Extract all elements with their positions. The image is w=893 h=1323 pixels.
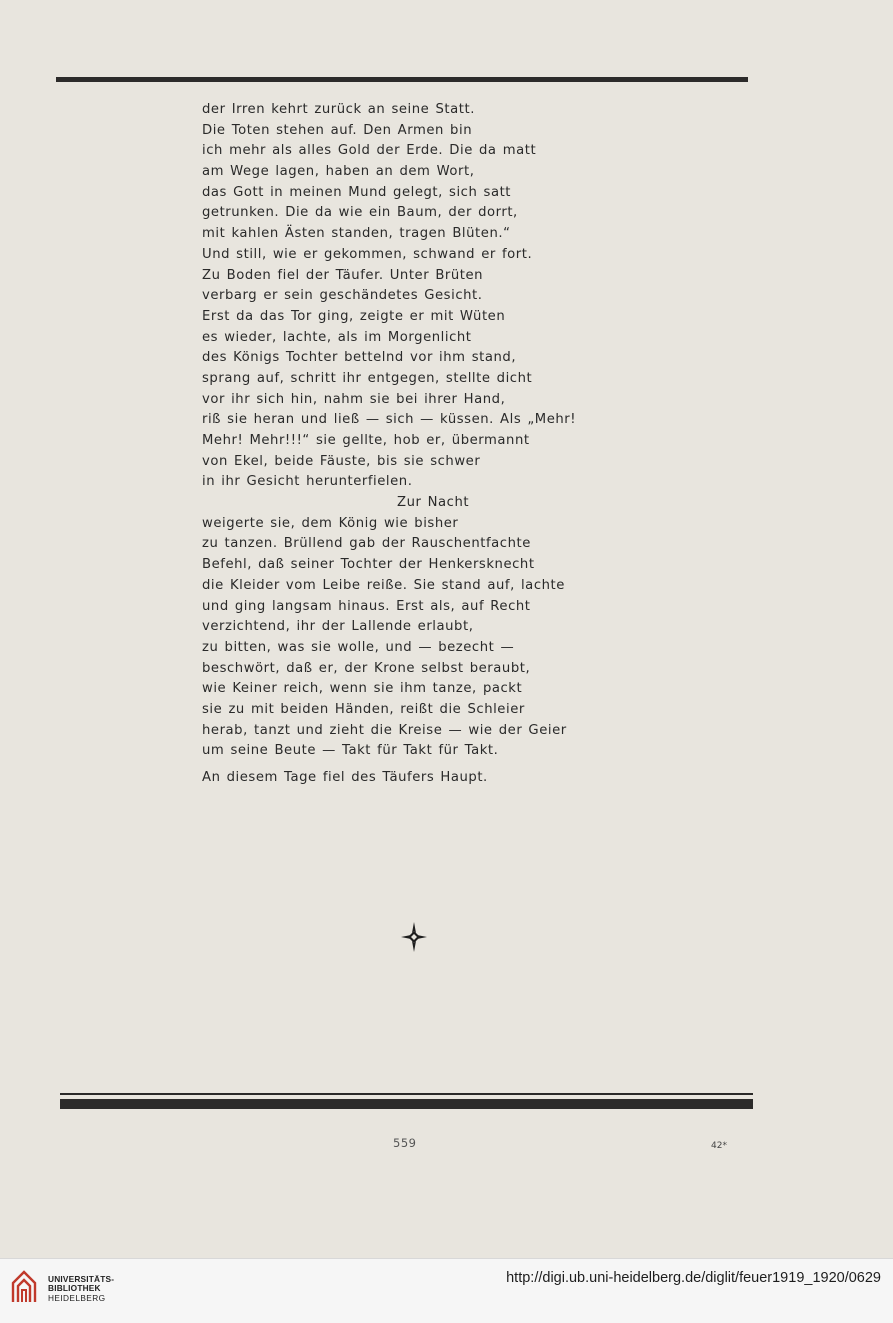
library-name-line: UNIVERSITÄTS- [48, 1274, 115, 1284]
poem-line: um seine Beute — Takt für Takt für Takt. [202, 743, 499, 759]
poem-line: riß sie heran und ließ — sich — küssen. Als „Mehr! [202, 412, 577, 428]
poem-line: weigerte sie, dem König wie bisher [202, 515, 459, 531]
top-rule [56, 77, 748, 82]
poem-line: sprang auf, schritt ihr entgegen, stellte dicht [202, 370, 533, 386]
poem-line: verbarg er sein geschändetes Gesicht. [202, 288, 483, 304]
poem-line: Die Toten stehen auf. Den Armen bin [202, 122, 473, 138]
sheet-signature: 42* [711, 1141, 727, 1151]
poem-text [202, 100, 632, 789]
library-name-line: HEIDELBERG [48, 1292, 106, 1303]
poem-line: wie Keiner reich, wenn sie ihm tanze, packt [202, 681, 523, 697]
poem-line: Befehl, daß seiner Tochter der Henkersknecht [202, 557, 535, 573]
poem-line: Erst da das Tor ging, zeigte er mit Wüten [202, 308, 506, 324]
poem-line: verzichtend, ihr der Lallende erlaubt, [202, 619, 474, 635]
poem-line: mit kahlen Ästen standen, tragen Blüten.“ [202, 226, 511, 242]
poem-line-indented: Zur Nacht [397, 495, 470, 511]
poem-line: zu bitten, was sie wolle, und — bezecht — [202, 639, 515, 655]
poem-line: das Gott in meinen Mund gelegt, sich satt [202, 184, 512, 200]
poem-line: der Irren kehrt zurück an seine Statt. [202, 102, 475, 117]
page-number: 559 [393, 1136, 417, 1150]
bottom-rule-thick [60, 1099, 753, 1109]
library-name-line: BIBLIOTHEK [48, 1283, 101, 1294]
poem-line: getrunken. Die da wie ein Baum, der dorrt, [202, 205, 518, 221]
poem-line: es wieder, lachte, als im Morgenlicht [202, 329, 472, 345]
poem-line: von Ekel, beide Fäuste, bis sie schwer [202, 453, 481, 469]
poem-line: und ging langsam hinaus. Erst als, auf Recht [202, 598, 531, 614]
library-logo-icon[interactable] [10, 1269, 38, 1305]
poem-line: vor ihr sich hin, nahm sie bei ihrer Hand, [202, 391, 506, 407]
poem-line: sie zu mit beiden Händen, reißt die Schleier [202, 701, 525, 717]
poem-line: beschwört, daß er, der Krone selbst beraubt, [202, 660, 531, 676]
fleuron-ornament-icon [399, 920, 429, 954]
poem-line: in ihr Gesicht herunterfielen. [202, 474, 413, 490]
poem-line: zu tanzen. Brüllend gab der Rauschentfachte [202, 536, 531, 552]
poem-line: herab, tanzt und zieht die Kreise — wie der Geier [202, 722, 567, 738]
poem-line: ich mehr als alles Gold der Erde. Die da matt [202, 143, 537, 159]
poem-line: des Königs Tochter bettelnd vor ihm stand, [202, 350, 517, 366]
poem-line: Zu Boden fiel der Täufer. Unter Brüten [202, 267, 484, 283]
viewer-footer [0, 1258, 893, 1323]
poem-line: am Wege lagen, haben an dem Wort, [202, 164, 475, 180]
poem-line: die Kleider vom Leibe reiße. Sie stand auf, lachte [202, 577, 565, 593]
poem-line: Und still, wie er gekommen, schwand er fort. [202, 246, 533, 262]
bottom-rule-thin [60, 1093, 753, 1095]
poem-line: Mehr! Mehr!!!“ sie gellte, hob er, übermannt [202, 433, 530, 448]
library-name[interactable] [48, 1275, 114, 1303]
poem-final-line: An diesem Tage fiel des Täufers Haupt. [202, 770, 488, 785]
permalink-url[interactable]: http://digi.ub.uni-heidelberg.de/diglit/feuer1919_1920/0629 [506, 1270, 881, 1286]
